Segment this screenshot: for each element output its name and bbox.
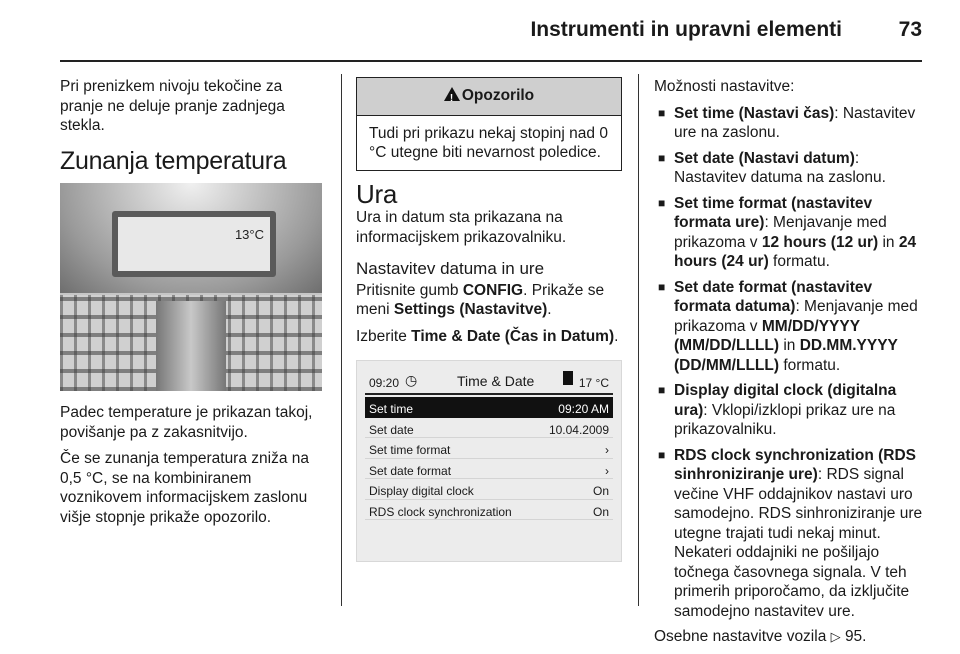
page-number: 73 bbox=[898, 18, 922, 41]
warning-icon: ! bbox=[444, 87, 460, 101]
header-divider bbox=[60, 60, 922, 62]
column-divider bbox=[341, 74, 342, 606]
list-item: ■ Set date format (nastavitev formata datuma): Menjavanje med prikazoma v MM/DD/YYYY (MM/DD/LLLL) in DD.MM.YYYY (DD/MM/LLLL) formatu. bbox=[654, 278, 924, 376]
list-item: ■ Set time format (nastavitev formata ure): Menjavanje med prikazoma v 12 hours (12 ur) in 24 hours (24 ur) formatu. bbox=[654, 194, 924, 272]
column-3 bbox=[654, 77, 924, 654]
chevron-right-icon: › bbox=[605, 463, 609, 478]
list-item: ■ Set date (Nastavi datum): Nastavitev datuma na zaslonu. bbox=[654, 149, 924, 188]
page-header-title: Instrumenti in upravni elementi bbox=[530, 18, 842, 41]
menu-item-set-time-format[interactable]: Set time format › bbox=[365, 438, 613, 459]
screen-temperature: 17 °C bbox=[578, 376, 609, 390]
settings-list bbox=[365, 397, 613, 520]
screen-time: 09:20 bbox=[369, 376, 400, 390]
column-divider bbox=[638, 74, 639, 606]
section-heading: Ura bbox=[356, 178, 397, 209]
list-item: ■ Display digital clock (digitalna ura): Vklopi/izklopi prikaz ure na prikazovalniku. bbox=[654, 381, 924, 440]
warning-header bbox=[357, 78, 621, 116]
time-date-screen bbox=[356, 360, 622, 562]
fuel-icon bbox=[563, 371, 573, 385]
dashboard-photo bbox=[60, 183, 322, 391]
paragraph: Ura in datum sta prikazana na informacijskem prikazovalniku. bbox=[356, 209, 567, 246]
chevron-right-icon: › bbox=[605, 443, 609, 457]
screen-status-bar bbox=[365, 369, 613, 395]
paragraph: Padec temperature je prikazan takoj, povišanje pa z zakasnitvijo. bbox=[60, 404, 313, 441]
column-1 bbox=[60, 77, 328, 534]
paragraph: Pritisnite gumb CONFIG. Prikaže se meni Settings (Nastavitve). bbox=[356, 281, 605, 318]
paragraph: Pri prenizkem nivoju tekočine za pranje ne deluje pranje zadnjega stekla. bbox=[60, 78, 285, 134]
paragraph: Možnosti nastavitve: bbox=[654, 78, 795, 95]
list-item: ■ RDS clock synchronization (RDS sinhroniziranje ure): RDS signal večine VHF oddajnikov nastavi uro samodejno. RDS sinhroniziranje ure utegne trajati tudi nekaj minut. Nekateri oddajniki ne pošiljajo točnega časovnega signala. V teh primerih priporočamo, da izključite samodejno nastavitev ure. bbox=[654, 446, 924, 622]
paragraph: Osebne nastavitve vozila ▷ 95. bbox=[654, 628, 867, 645]
warning-title: Opozorilo bbox=[461, 87, 535, 104]
display-screen bbox=[112, 211, 276, 277]
menu-item-display-digital-clock[interactable]: Display digital clock On bbox=[365, 479, 613, 500]
paragraph: Izberite Time & Date (Čas in Datum). bbox=[356, 327, 619, 345]
menu-item-set-time[interactable]: Set time 09:20 AM bbox=[365, 397, 613, 418]
warning-text: Tudi pri prikazu nekaj stopinj nad 0 °C utegne biti nevarnost poledice. bbox=[369, 124, 608, 161]
column-2 bbox=[356, 77, 622, 572]
menu-item-set-date-format[interactable]: Set date format › bbox=[365, 459, 613, 480]
photo-temperature: 13°C bbox=[234, 227, 264, 242]
menu-item-rds-clock-sync[interactable]: RDS clock synchronization On bbox=[365, 500, 613, 521]
page-reference[interactable]: 95. bbox=[844, 628, 867, 645]
paragraph: Če se zunanja temperatura zniža na 0,5 °C, se na kombiniranem voznikovem informacijskem zaslonu višje stopnje prikaže opozorilo. bbox=[60, 450, 310, 526]
screen-title: Time & Date bbox=[457, 373, 535, 389]
subsection-heading: Nastavitev datuma in ure bbox=[356, 259, 545, 278]
menu-item-set-date[interactable]: Set date 10.04.2009 bbox=[365, 418, 613, 439]
clock-icon: ◷ bbox=[405, 372, 418, 388]
warning-box bbox=[356, 77, 622, 171]
list-item: ■ Set time (Nastavi čas): Nastavitev ure na zaslonu. bbox=[654, 104, 924, 143]
section-heading: Zunanja temperatura bbox=[60, 146, 287, 175]
page-reference-icon: ▷ bbox=[830, 629, 841, 644]
